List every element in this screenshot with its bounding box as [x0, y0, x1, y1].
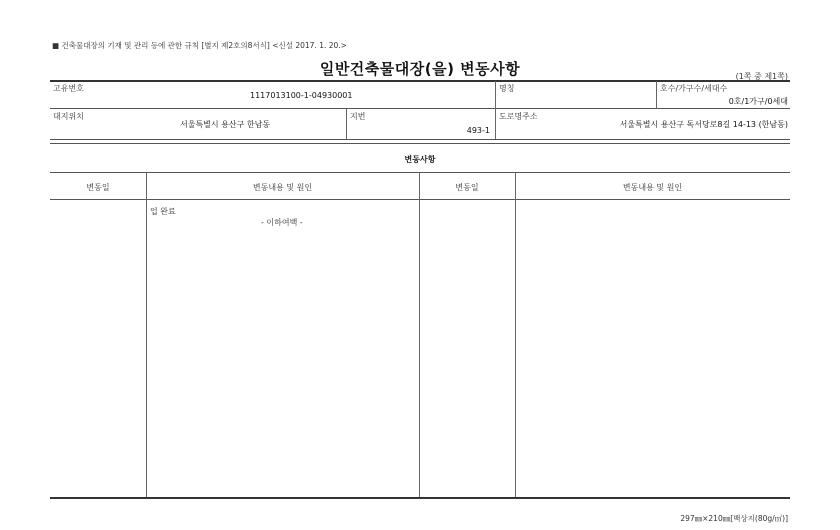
section-divider: [50, 172, 790, 173]
site-label: 대지위치: [53, 112, 84, 121]
col-header-date-1: 변동일: [86, 183, 110, 192]
site-value: 서울특별시 용산구 한남동: [180, 120, 271, 129]
change-entry-text: 업 완료: [150, 207, 176, 216]
header-divider-lot: [346, 109, 347, 139]
form-regulation-note: ■ 건축물대장의 기재 및 관리 등에 관한 규칙 [별지 제2호의8서식] <신설 2017. 1. 20.>: [52, 41, 347, 50]
header-divider-units: [656, 81, 657, 109]
road-address-value: 서울특별시 용산구 독서당로8길 14-13 (한남동): [619, 120, 788, 129]
lot-label: 지번: [350, 112, 366, 121]
page-title: 일반건축물대장(을) 변동사항: [319, 60, 521, 78]
header-bottom-border: [50, 139, 790, 140]
units-label: 호수/가구수/세대수: [660, 84, 728, 93]
column-header-divider: [50, 199, 790, 200]
header-divider-name: [495, 81, 496, 139]
section-title: 변동사항: [404, 155, 436, 164]
unique-no-value: 1117013100-1-04930001: [250, 91, 353, 100]
col-divider-2: [419, 172, 420, 497]
end-of-entries-marker: - 이하여백 -: [261, 218, 303, 227]
header-row-divider: [50, 108, 790, 109]
col-divider-3: [515, 172, 516, 497]
unique-no-label: 고유번호: [53, 84, 84, 93]
section-top-border: [50, 143, 790, 144]
col-header-date-2: 변동일: [455, 183, 479, 192]
page-indicator: (1쪽 중 제1쪽): [735, 72, 788, 81]
col-header-content-2: 변동내용 및 원인: [622, 183, 683, 192]
road-address-label: 도로명주소: [499, 112, 538, 121]
col-header-content-1: 변동내용 및 원인: [252, 183, 313, 192]
units-value: 0호/1가구/0세대: [728, 97, 788, 106]
header-top-border: [50, 80, 790, 82]
name-label: 명칭: [499, 84, 515, 93]
table-bottom-border: [50, 497, 790, 499]
paper-spec-footer: 297㎜×210㎜[백상지(80g/㎡)]: [680, 514, 788, 523]
col-divider-1: [146, 172, 147, 497]
lot-value: 493-1: [466, 126, 490, 135]
